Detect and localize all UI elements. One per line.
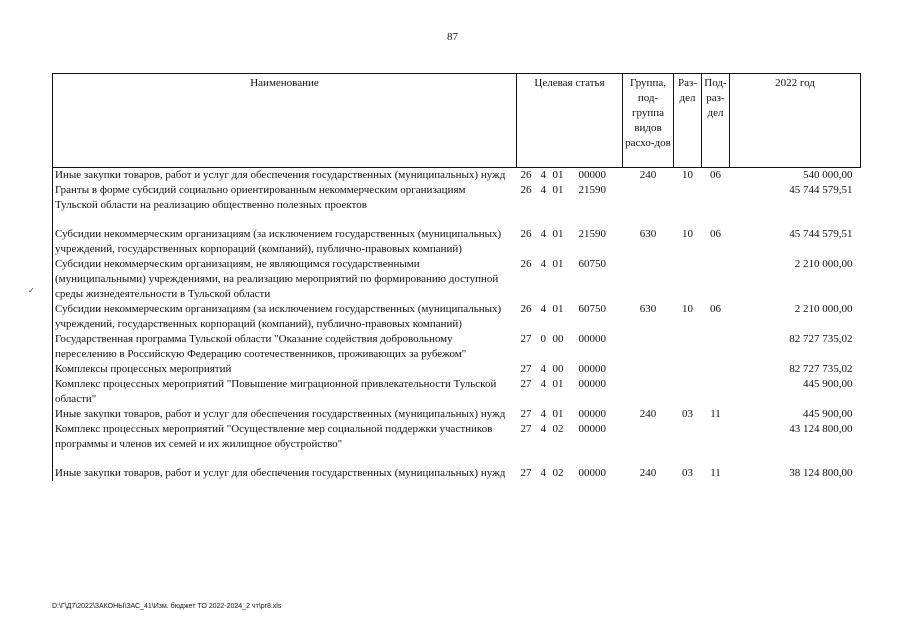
target-code-direction: 00000 (578, 467, 606, 479)
expense-group: 240 (639, 467, 657, 479)
amount-2022: 540 000,00 (803, 169, 853, 181)
target-code-program: 27 (520, 378, 532, 390)
target-code-complex: 01 (552, 169, 564, 181)
subsection-code: 11 (710, 467, 721, 479)
table-row (53, 168, 861, 184)
target-code-direction: 00000 (578, 363, 606, 375)
header-group: Группа, под-группа видов расхо-дов (623, 74, 674, 168)
target-code-type: 4 (540, 303, 546, 315)
section-code (674, 183, 702, 213)
row-name: Государственная программа Тульской области "Оказание содействия добровольному переселению в Российскую Федерацию соотечественников, проживающих за рубежом" (53, 332, 517, 362)
section-code: 10 (682, 169, 693, 181)
target-code-complex: 01 (552, 184, 564, 196)
amount-2022: 45 744 579,51 (789, 228, 853, 240)
target-code-complex: 02 (552, 423, 564, 435)
header-target-article: Целевая статья (517, 74, 623, 168)
target-code-complex: 02 (552, 467, 564, 479)
subsection-code (702, 377, 730, 407)
target-code-direction: 21590 (578, 228, 606, 240)
target-code-program: 26 (520, 303, 532, 315)
header-section: Раз-дел (674, 74, 702, 168)
target-code-program: 27 (520, 467, 532, 479)
row-name: Иные закупки товаров, работ и услуг для обеспечения государственных (муниципальных) нужд (53, 466, 517, 481)
subsection-code (702, 362, 730, 377)
row-spacer (53, 452, 861, 466)
row-name: Субсидии некоммерческим организациям, не являющимся государственными (муниципальными) учреждениями, на реализацию мероприятий по формированию доступной среды жизнедеятельности в Тульской области (53, 257, 517, 302)
section-code: 10 (682, 228, 693, 240)
header-name: Наименование (53, 74, 517, 168)
target-code-direction: 00000 (578, 408, 606, 420)
expense-group (623, 362, 674, 377)
target-code-type: 0 (540, 333, 546, 345)
table-row (53, 466, 861, 481)
target-code-complex: 00 (552, 363, 564, 375)
amount-2022: 445 900,00 (803, 408, 853, 420)
target-code-type: 4 (540, 467, 546, 479)
target-code-type: 4 (540, 408, 546, 420)
section-code: 03 (682, 467, 693, 479)
table-row (53, 227, 861, 257)
section-code (674, 257, 702, 302)
budget-table-container (52, 73, 860, 481)
row-name: Субсидии некоммерческим организациям (за исключением государственных (муниципальных) учреждений, государственных корпораций (компаний), публично-правовых компаний) (53, 227, 517, 257)
section-code (674, 377, 702, 407)
target-code-complex: 01 (552, 228, 564, 240)
file-path-footer: D:\Г\Д7\2022\ЗАКОНЫ\ЗАС_41\Изм. бюджет ТО 2022-2024_2 чт\pr8.xls (52, 603, 282, 610)
target-code-type: 4 (540, 363, 546, 375)
row-name: Субсидии некоммерческим организациям (за исключением государственных (муниципальных) учреждений, государственных корпораций (компаний), публично-правовых компаний) (53, 302, 517, 332)
target-code-type: 4 (540, 378, 546, 390)
target-code-program: 27 (520, 333, 532, 345)
target-code-type: 4 (540, 169, 546, 181)
target-code-complex: 01 (552, 303, 564, 315)
scan-mark: ✓ (28, 286, 35, 295)
amount-2022: 445 900,00 (803, 378, 853, 390)
expense-group: 240 (639, 169, 657, 181)
amount-2022: 38 124 800,00 (789, 467, 853, 479)
amount-2022: 45 744 579,51 (789, 184, 853, 196)
target-code-direction: 60750 (578, 303, 606, 315)
expense-group (623, 257, 674, 302)
target-code-direction: 60750 (578, 258, 606, 270)
table-row (53, 183, 861, 213)
subsection-code (702, 332, 730, 362)
table-row (53, 362, 861, 377)
budget-table (52, 73, 861, 481)
amount-2022: 43 124 800,00 (789, 423, 853, 435)
target-code-program: 26 (520, 184, 532, 196)
expense-group: 630 (639, 303, 657, 315)
row-name: Комплексы процессных мероприятий (53, 362, 517, 377)
amount-2022: 82 727 735,02 (789, 363, 853, 375)
subsection-code (702, 257, 730, 302)
target-code-program: 27 (520, 423, 532, 435)
target-code-type: 4 (540, 423, 546, 435)
page-number: 87 (447, 31, 458, 43)
section-code: 10 (682, 303, 693, 315)
table-row (53, 407, 861, 422)
expense-group: 240 (639, 408, 657, 420)
target-code-complex: 00 (552, 333, 564, 345)
expense-group (623, 183, 674, 213)
subsection-code: 06 (710, 228, 721, 240)
row-name: Комплекс процессных мероприятий "Повышение миграционной привлекательности Тульской области" (53, 377, 517, 407)
section-code: 03 (682, 408, 693, 420)
row-name: Иные закупки товаров, работ и услуг для обеспечения государственных (муниципальных) нужд (53, 407, 517, 422)
subsection-code (702, 183, 730, 213)
table-header (53, 74, 861, 168)
target-code-program: 27 (520, 408, 532, 420)
target-code-complex: 01 (552, 378, 564, 390)
table-row (53, 377, 861, 407)
target-code-direction: 00000 (578, 333, 606, 345)
target-code-type: 4 (540, 228, 546, 240)
section-code (674, 332, 702, 362)
expense-group (623, 332, 674, 362)
target-code-direction: 21590 (578, 184, 606, 196)
amount-2022: 2 210 000,00 (794, 303, 853, 315)
target-code-direction: 00000 (578, 169, 606, 181)
amount-2022: 2 210 000,00 (794, 258, 853, 270)
section-code (674, 422, 702, 452)
table-row (53, 422, 861, 452)
section-code (674, 362, 702, 377)
row-name: Иные закупки товаров, работ и услуг для обеспечения государственных (муниципальных) нужд (53, 168, 517, 184)
spacer-cell (53, 452, 861, 466)
header-subsection: Под-раз-дел (702, 74, 730, 168)
target-code-direction: 00000 (578, 378, 606, 390)
target-code-complex: 01 (552, 408, 564, 420)
expense-group (623, 422, 674, 452)
table-row (53, 302, 861, 332)
header-year: 2022 год (730, 74, 861, 168)
target-code-program: 26 (520, 169, 532, 181)
spacer-cell (53, 213, 861, 227)
target-code-type: 4 (540, 184, 546, 196)
target-code-program: 26 (520, 258, 532, 270)
subsection-code: 06 (710, 303, 721, 315)
target-code-program: 26 (520, 228, 532, 240)
target-code-type: 4 (540, 258, 546, 270)
target-code-complex: 01 (552, 258, 564, 270)
table-row (53, 332, 861, 362)
target-code-direction: 00000 (578, 423, 606, 435)
subsection-code (702, 422, 730, 452)
row-spacer (53, 213, 861, 227)
amount-2022: 82 727 735,02 (789, 333, 853, 345)
subsection-code: 11 (710, 408, 721, 420)
row-name: Гранты в форме субсидий социально ориентированным некоммерческим организациям Тульской области на реализацию общественно полезных проектов (53, 183, 517, 213)
expense-group: 630 (639, 228, 657, 240)
row-name: Комплекс процессных мероприятий "Осуществление мер социальной поддержки участников программы и членов их семей и их жилищное обустройство" (53, 422, 517, 452)
target-code-program: 27 (520, 363, 532, 375)
table-row (53, 257, 861, 302)
table-body (53, 168, 861, 482)
expense-group (623, 377, 674, 407)
subsection-code: 06 (710, 169, 721, 181)
